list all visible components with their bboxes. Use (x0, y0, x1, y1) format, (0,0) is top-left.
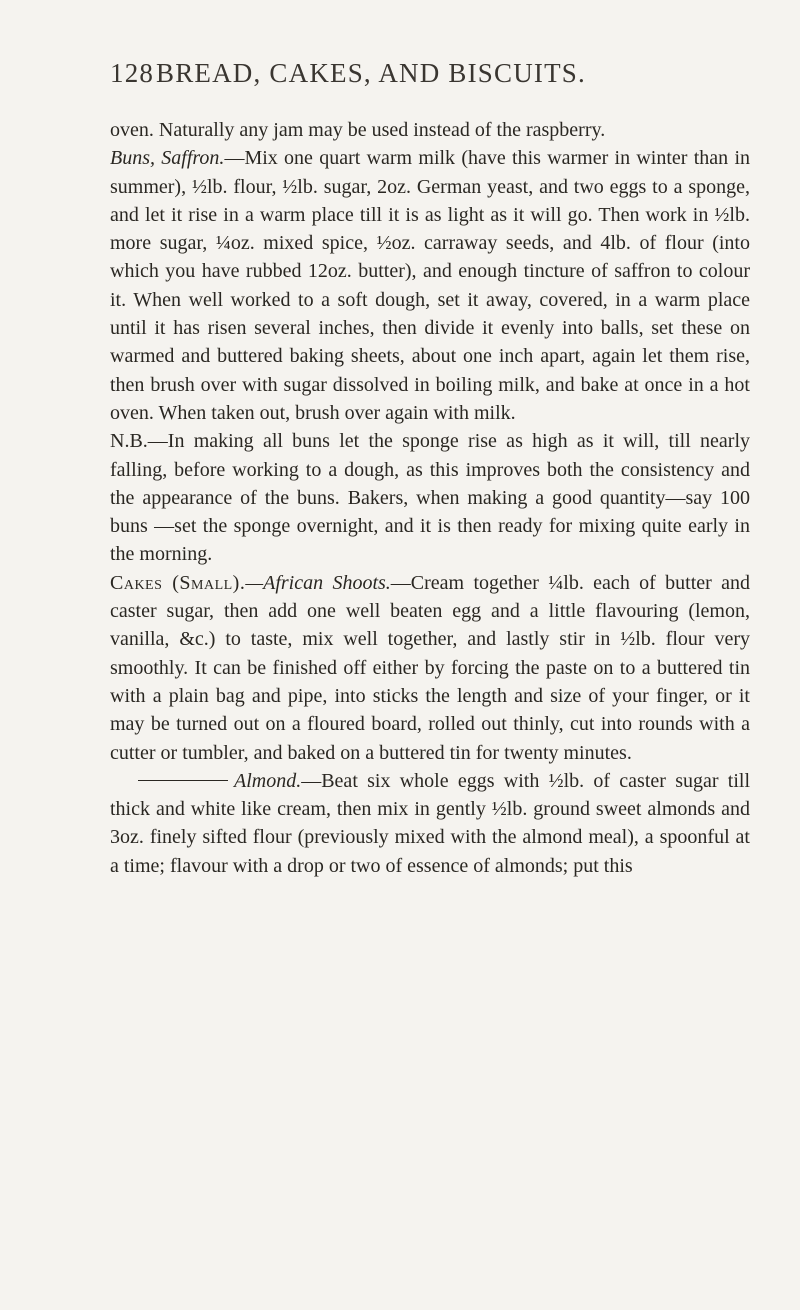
paragraph-text: oven. Naturally any jam may be used instead of the raspberry. (110, 119, 606, 141)
page-number: 128 (110, 58, 155, 88)
recipe-text: —Beat six whole eggs with ½lb. of caster sugar till thick and white like cream, then mix in gently ½lb. ground sweet almonds and 3oz. finely sifted flour (previously mixed with the almond meal), a spoonful at a time; flavour with a drop or two of essence of almonds; put this (110, 769, 750, 877)
paragraph-raspberry-note (110, 116, 750, 144)
ditto-rule (138, 780, 228, 781)
running-title: BREAD, CAKES, AND BISCUITS. (156, 58, 586, 88)
recipe-title: —African Shoots. (245, 571, 391, 594)
recipe-saffron-buns (110, 144, 750, 427)
paragraph-nb-note (110, 427, 750, 568)
recipe-text: —Cream together ¼lb. each of butter and caster sugar, then add one well beaten egg and a little flavouring (lemon, vanilla, &c.) to taste, mix well together, and lastly stir in ½lb. flour very smoothly. It can be finished off either by forcing the paste on to a buttered tin with a plain bag and pipe, into sticks the length and size of your finger, or it may be turned out on a floured board, rolled out thinly, cut into rounds with a cutter or tumbler, and baked on a buttered tin for twenty minutes. (110, 571, 750, 764)
section-heading: Cakes (Small). (110, 571, 246, 594)
recipe-title: Buns, Saffron. (110, 147, 225, 170)
recipe-almond (110, 767, 750, 880)
page-header (110, 58, 750, 98)
recipe-african-shoots (110, 569, 750, 767)
recipe-title: Almond. (234, 769, 302, 792)
recipe-text: —Mix one quart warm milk (have this warmer in winter than in summer), ½lb. flour, ½lb. sugar, 2oz. German yeast, and two eggs to a sponge, and let it rise in a warm place till it is as light as it will go. Then work in ½lb. more sugar, ¼oz. mixed spice, ½oz. carraway seeds, and 4lb. of flour (into which you have rubbed 12oz. butter), and enough tincture of saffron to colour it. When well worked to a soft dough, set it away, covered, in a warm place until it has risen several inches, then divide it evenly into balls, set these on warmed and buttered baking sheets, about one inch apart, again let them rise, then brush over with sugar dissolved in boiling milk, and bake at once in a hot oven. When taken out, brush over again with milk. (110, 147, 751, 424)
paragraph-text: N.B.—In making all buns let the sponge rise as high as it will, till nearly falling, before working to a dough, as this improves both the consistency and the appearance of the buns. Bakers, when making a good quantity—say 100 buns —set the sponge overnight, and it is then ready for mixing quite early in the morning. (110, 430, 750, 566)
body-text (110, 116, 750, 880)
